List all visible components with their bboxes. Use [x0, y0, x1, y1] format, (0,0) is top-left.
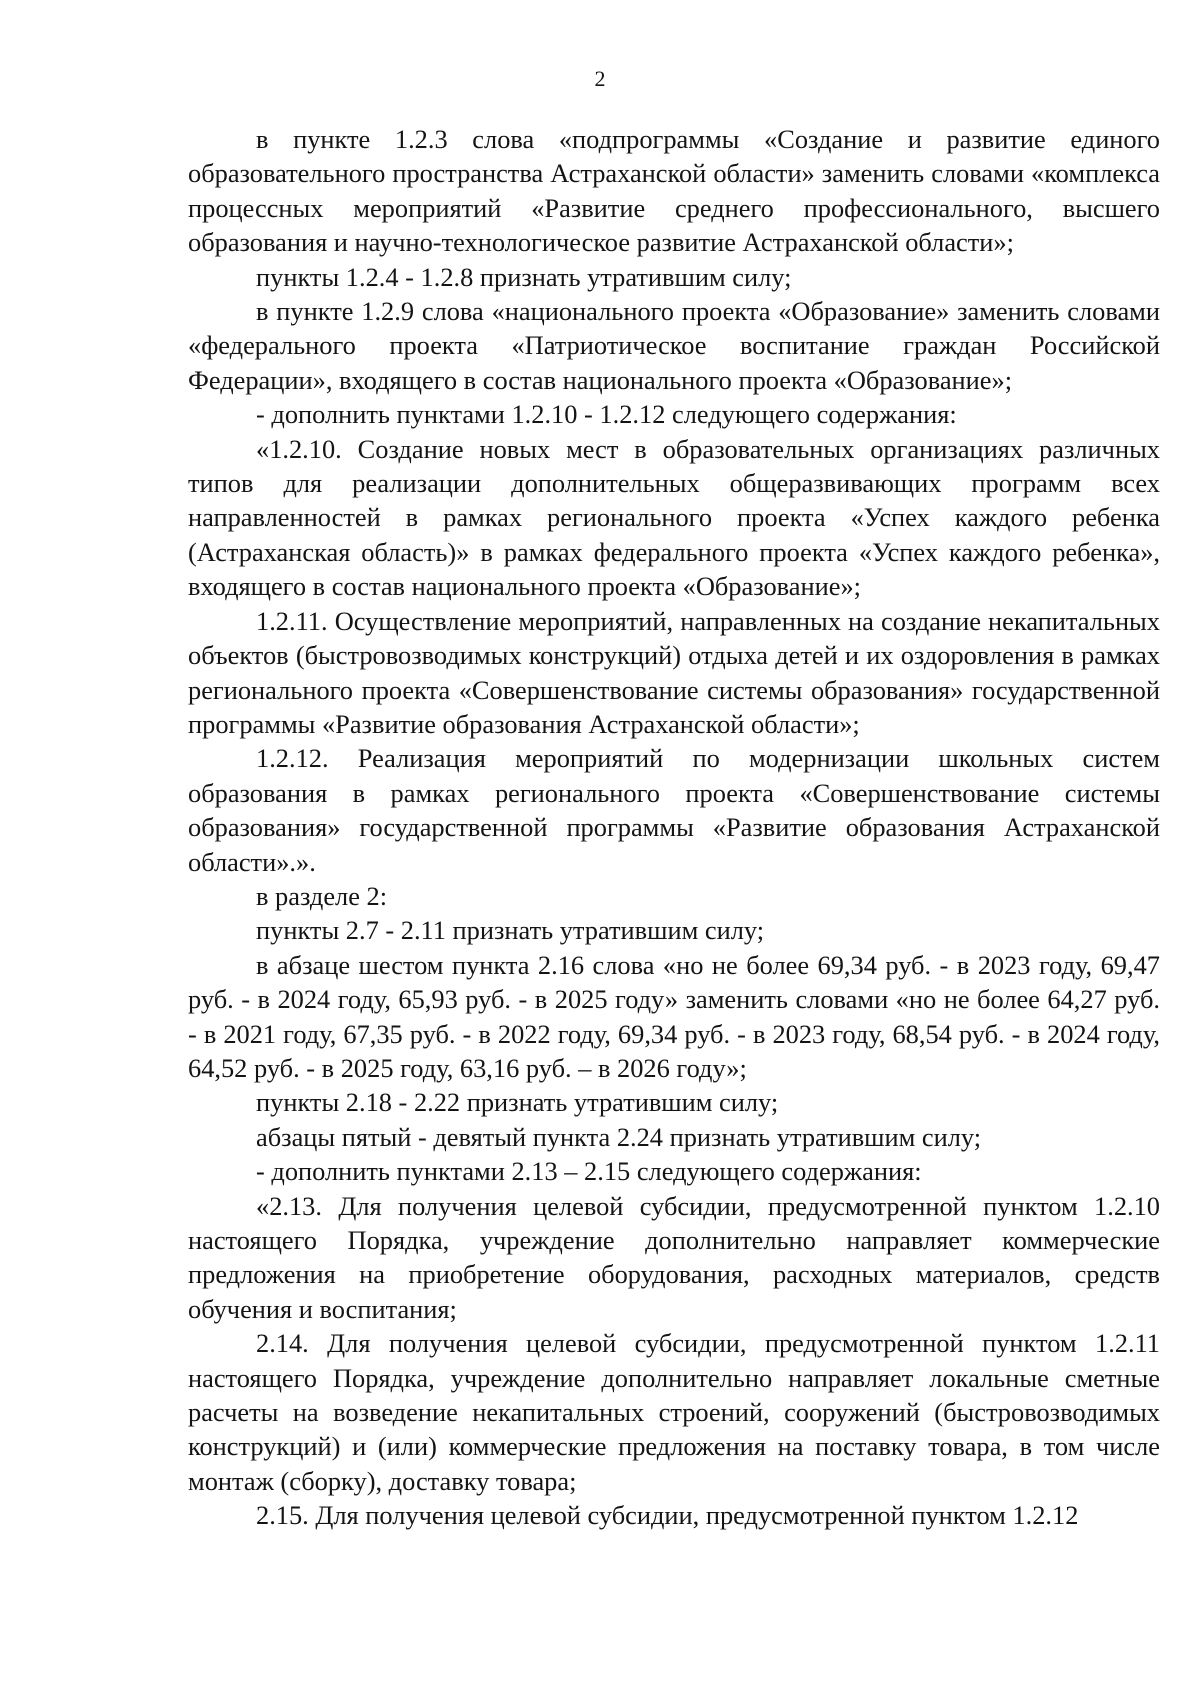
page-number: 2 [594, 66, 606, 91]
paragraph-2-14: 2.14. Для получения целевой субсидии, предусмотренной пунктом 1.2.11 настоящего Порядка, учреждение дополнительно направляет локальные сметные расчеты на возведение некапитальных строений, сооружений (быстровозводимых конструкций) и (или) коммерческие предложения на поставку товара, в том числе монтаж (сборку), доставку товара; [188, 1328, 1160, 1496]
paragraph-1-2-9-amendment: в пункте 1.2.9 слова «национального проекта «Образование» заменить словами «федерального проекта «Патриотическое воспитание граждан Российской Федерации», входящего в состав национального проекта «Образование»; [188, 296, 1160, 395]
paragraph-2-13: «2.13. Для получения целевой субсидии, предусмотренной пунктом 1.2.10 настоящего Порядка, учреждение дополнительно направляет коммерческие предложения на приобретение оборудования, расходных материалов, средств обучения и воспитания; [188, 1190, 1160, 1324]
paragraph-section-2: в разделе 2: [256, 880, 388, 911]
paragraph-2-18-repeal: пункты 2.18 - 2.22 признать утратившим силу; [256, 1087, 779, 1118]
paragraph-2-24-repeal: абзацы пятый - девятый пункта 2.24 признать утратившим силу; [256, 1121, 982, 1152]
paragraph-add-2-13: - дополнить пунктами 2.13 – 2.15 следующего содержания: [256, 1156, 922, 1187]
document-body [188, 122, 1160, 1533]
paragraph-2-15: 2.15. Для получения целевой субсидии, предусмотренной пунктом 1.2.12 [256, 1500, 1079, 1531]
paragraph-2-16-amendment: в абзаце шестом пункта 2.16 слова «но не более 69,34 руб. - в 2023 году, 69,47 руб. - в 2024 году, 65,93 руб. - в 2025 году» заменить словами «но не более 64,27 руб. - в 2021 году, 67,35 руб. - в 2022 году, 69,34 руб. - в 2023 году, 68,54 руб. - в 2024 году, 64,52 руб. - в 2025 году, 63,16 руб. – в 2026 году»; [188, 949, 1160, 1083]
paragraph-1-2-4-repeal: пункты 1.2.4 - 1.2.8 признать утратившим силу; [256, 261, 792, 292]
paragraph-2-7-repeal: пункты 2.7 - 2.11 признать утратившим силу; [256, 915, 765, 946]
paragraph-add-1-2-10: - дополнить пунктами 1.2.10 - 1.2.12 следующего содержания: [256, 399, 957, 430]
paragraph-1-2-12: 1.2.12. Реализация мероприятий по модернизации школьных систем образования в рамках регионального проекта «Совершенствование системы образования» государственной программы «Развитие образования Астраханской области».». [188, 743, 1160, 877]
paragraph-1-2-10: «1.2.10. Создание новых мест в образовательных организациях различных типов для реализации дополнительных общеразвивающих программ всех направленностей в рамках регионального проекта «Успех каждого ребенка (Астраханская область)» в рамках федерального проекта «Успех каждого ребенка», входящего в состав национального проекта «Образование»; [188, 433, 1160, 602]
paragraph-1-2-3-amendment: в пункте 1.2.3 слова «подпрограммы «Создание и развитие единого образовательного пространства Астраханской области» заменить словами «комплекса процессных мероприятий «Развитие среднего профессионального, высшего образования и научно-технологическое развитие Астраханской области»; [188, 124, 1160, 258]
paragraph-1-2-11: 1.2.11. Осуществление мероприятий, направленных на создание некапитальных объектов (быстровозводимых конструкций) отдыха детей и их оздоровления в рамках регионального проекта «Совершенствование системы образования» государственной программы «Развитие образования Астраханской области»; [188, 605, 1160, 739]
